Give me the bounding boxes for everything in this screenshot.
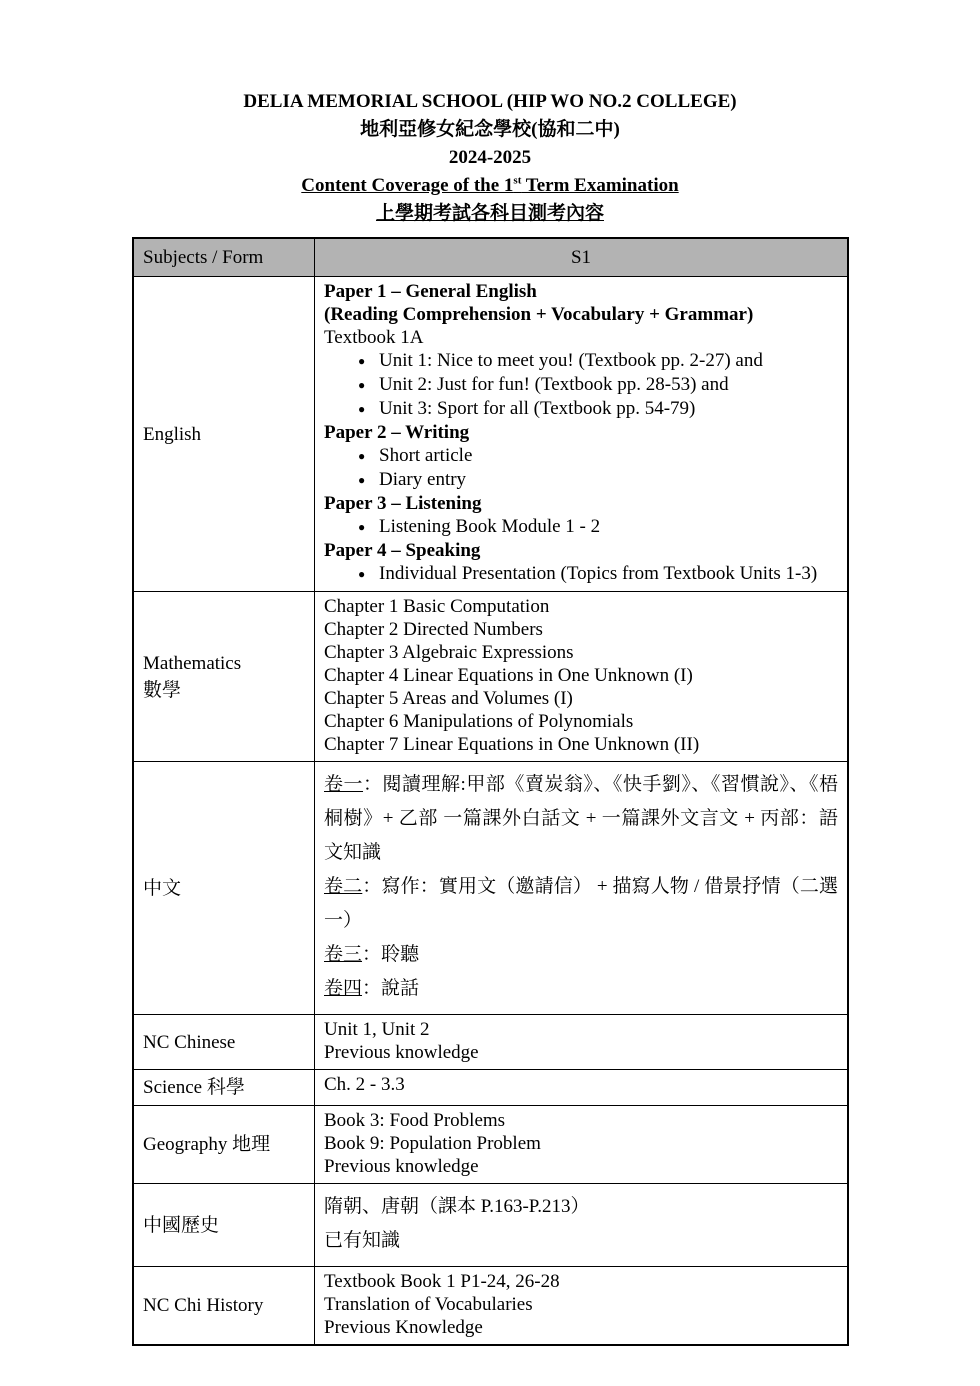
text-segment: Paper 1 – General English: [324, 281, 537, 302]
content-line: [324, 444, 838, 468]
content-cell: [315, 1267, 849, 1346]
text-segment: 隋朝、唐朝（課本 P.163-P.213）: [324, 1196, 590, 1217]
subject-cell: English: [133, 277, 315, 592]
content-line: [324, 326, 838, 349]
content-line: [324, 1293, 838, 1316]
content-cell: [315, 277, 849, 592]
table-row: [133, 592, 848, 762]
school-name-en: DELIA MEMORIAL SCHOOL (HIP WO NO.2 COLLEGE): [243, 91, 737, 112]
doc-title-en-underlined: [301, 175, 678, 196]
table-row: [133, 762, 848, 1015]
content-line: [324, 1155, 838, 1178]
subject-cell: 中文: [133, 762, 315, 1015]
content-line: [324, 539, 838, 562]
text-segment: Chapter 2 Directed Numbers: [324, 619, 543, 640]
text-segment: 卷一: [324, 774, 364, 795]
content-line: [324, 515, 838, 539]
text-segment: ：聆聽: [362, 944, 420, 965]
content-line: [324, 1132, 838, 1155]
content-line: [324, 972, 838, 1006]
text-segment: Chapter 7 Linear Equations in One Unknown (II): [324, 734, 700, 755]
text-segment: Translation of Vocabularies: [324, 1294, 533, 1315]
text-segment: Diary entry: [379, 469, 467, 490]
coverage-table: [132, 237, 849, 1346]
text-segment: Chapter 3 Algebraic Expressions: [324, 642, 574, 663]
text-segment: Chapter 6 Manipulations of Polynomials: [324, 711, 634, 732]
coverage-table-wrapper: [132, 237, 980, 1346]
text-segment: Chapter 4 Linear Equations in One Unknown (I): [324, 665, 693, 686]
text-segment: Paper 4 – Speaking: [324, 540, 481, 561]
text-segment: Textbook 1A: [324, 327, 424, 348]
content-line: [324, 421, 838, 444]
table-row: [133, 1070, 848, 1106]
content-line: [324, 710, 838, 733]
header-row: [133, 238, 848, 277]
text-segment: Textbook Book 1 P1-24, 26-28: [324, 1271, 560, 1292]
content-cell: [315, 592, 849, 762]
text-segment: 已有知識: [324, 1230, 401, 1251]
content-cell: [315, 1106, 849, 1184]
subject-cell: NC Chinese: [133, 1015, 315, 1070]
content-line: [324, 1073, 838, 1096]
content-line: [324, 938, 838, 972]
text-segment: 卷二: [324, 876, 363, 897]
bullet-icon: ●: [358, 402, 366, 416]
content-line: [324, 562, 838, 586]
content-line: [324, 870, 838, 938]
text-segment: Previous knowledge: [324, 1042, 479, 1063]
text-segment: Unit 3: Sport for all (Textbook pp. 54-79): [379, 398, 696, 419]
table-row: [133, 1184, 848, 1267]
text-segment: Short article: [379, 445, 473, 466]
bullet-icon: ●: [358, 520, 366, 534]
content-line: [324, 1041, 838, 1064]
content-cell: [315, 1070, 849, 1106]
text-segment: Previous knowledge: [324, 1156, 479, 1177]
col-header-subjects-form: Subjects / Form: [133, 238, 315, 277]
text-segment: 卷三: [324, 944, 363, 965]
text-segment: ：說話: [362, 978, 420, 999]
text-segment: Unit 1: Nice to meet you! (Textbook pp. 2-27) and: [379, 350, 763, 371]
text-segment: ：寫作：實用文（邀請信） + 描寫人物 / 借景抒情（二選一）: [324, 876, 838, 931]
bullet-icon: ●: [358, 354, 366, 368]
doc-title-zh: [0, 200, 980, 228]
bullet-icon: ●: [358, 473, 366, 487]
doc-title-en-pre: Content Coverage of the 1: [301, 175, 514, 196]
text-segment: ：閱讀理解:甲部《賣炭翁》、《快手劉》、《習慣說》、《梧桐樹》+ 乙部 一篇課外白話文 + 一篇課外文言文 + 丙部：語文知識: [324, 774, 838, 863]
doc-title-zh-underlined: 上學期考試各科目測考內容: [375, 203, 604, 224]
content-line: [324, 733, 838, 756]
content-line: [324, 595, 838, 618]
text-segment: Paper 2 – Writing: [324, 422, 470, 443]
text-segment: Unit 2: Just for fun! (Textbook pp. 28-53) and: [379, 374, 729, 395]
school-name-zh: 地利亞修女紀念學校(協和二中): [360, 119, 620, 140]
content-line: [324, 1270, 838, 1293]
content-line: [324, 280, 838, 303]
text-segment: Book 3: Food Problems: [324, 1110, 506, 1131]
content-line: [324, 768, 838, 870]
doc-title-en: [0, 172, 980, 200]
content-line: [324, 468, 838, 492]
text-segment: Ch. 2 - 3.3: [324, 1074, 405, 1095]
text-segment: Individual Presentation (Topics from Textbook Units 1-3): [379, 563, 818, 584]
subject-cell: 中國歷史: [133, 1184, 315, 1267]
content-line: [324, 397, 838, 421]
table-row: [133, 277, 848, 592]
content-line: [324, 641, 838, 664]
table-row: [133, 1015, 848, 1070]
text-segment: Book 9: Population Problem: [324, 1133, 541, 1154]
school-year: 2024-2025: [448, 147, 532, 168]
content-line: [324, 687, 838, 710]
content-cell: [315, 1184, 849, 1267]
text-segment: Listening Book Module 1 - 2: [379, 516, 601, 537]
content-line: [324, 349, 838, 373]
table-row: [133, 1106, 848, 1184]
text-segment: Unit 1, Unit 2: [324, 1019, 430, 1040]
table-row: [133, 1267, 848, 1346]
subject-cell: NC Chi History: [133, 1267, 315, 1346]
content-line: [324, 618, 838, 641]
coverage-table-head: [133, 238, 848, 277]
text-segment: Chapter 5 Areas and Volumes (I): [324, 688, 573, 709]
content-line: [324, 1224, 838, 1258]
content-line: [324, 1018, 838, 1041]
text-segment: Chapter 1 Basic Computation: [324, 596, 550, 617]
content-line: [324, 492, 838, 515]
text-segment: 卷四: [324, 978, 363, 999]
content-line: [324, 1190, 838, 1224]
subject-cell: Mathematics 數學: [133, 592, 315, 762]
subject-cell: Geography 地理: [133, 1106, 315, 1184]
bullet-icon: ●: [358, 449, 366, 463]
doc-title-en-superscript: st: [513, 174, 522, 187]
content-line: [324, 303, 838, 326]
subject-cell: Science 科學: [133, 1070, 315, 1106]
content-line: [324, 664, 838, 687]
bullet-icon: ●: [358, 378, 366, 392]
text-segment: (Reading Comprehension + Vocabulary + Grammar): [324, 304, 754, 325]
bullet-icon: ●: [358, 567, 366, 581]
document-header: [0, 0, 980, 228]
content-line: [324, 1316, 838, 1339]
content-line: [324, 1109, 838, 1132]
content-cell: [315, 762, 849, 1015]
content-line: [324, 373, 838, 397]
content-cell: [315, 1015, 849, 1070]
doc-title-en-post: Term Examination: [521, 175, 679, 196]
coverage-table-body: [133, 277, 848, 1346]
text-segment: Previous Knowledge: [324, 1317, 483, 1338]
text-segment: Paper 3 – Listening: [324, 493, 482, 514]
col-header-s1: S1: [315, 238, 849, 277]
